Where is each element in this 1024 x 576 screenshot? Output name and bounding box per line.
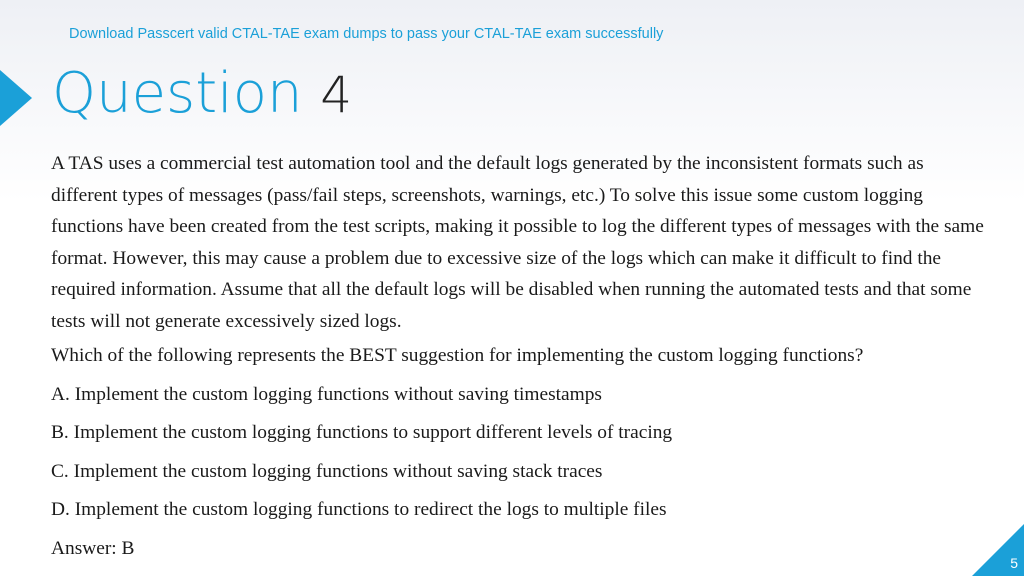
option-a: A. Implement the custom logging functions without saving timestamps — [51, 383, 602, 405]
option-d: D. Implement the custom logging functions to redirect the logs to multiple files — [51, 499, 667, 520]
slide-body — [51, 148, 991, 568]
download-link[interactable]: Download Passcert valid CTAL-TAE exam dumps to pass your CTAL-TAE exam successfully — [69, 26, 664, 42]
option-b: B. Implement the custom logging functions to support different levels of tracing — [51, 422, 673, 443]
accent-arrow-decoration — [0, 70, 32, 126]
question-prompt: Which of the following represents the BEST suggestion for implementing the custom logging functions? — [51, 345, 864, 366]
answer-text: Answer: B — [51, 537, 135, 559]
slide-title — [52, 56, 352, 133]
question-number: 4 — [320, 66, 353, 124]
title-word: Question — [52, 61, 303, 126]
question-text: A TAS uses a commercial test automation tool and the default logs generated by the inconsistent formats such as different types of messages (pass/fail steps, screenshots, warnings, etc.) To solve this issue some custom logging functions have been created from the test scripts, making it possible to log the different types of messages with the same format. However, this may cause a problem due to excessive size of the logs which can make it difficult to find the required information. Assume that all the default logs will be disabled when running the automated tests and that some tests will not generate excessively sized logs. — [51, 153, 984, 332]
page-number: 5 — [1010, 555, 1018, 571]
option-c: C. Implement the custom logging functions without saving stack traces — [51, 460, 603, 482]
